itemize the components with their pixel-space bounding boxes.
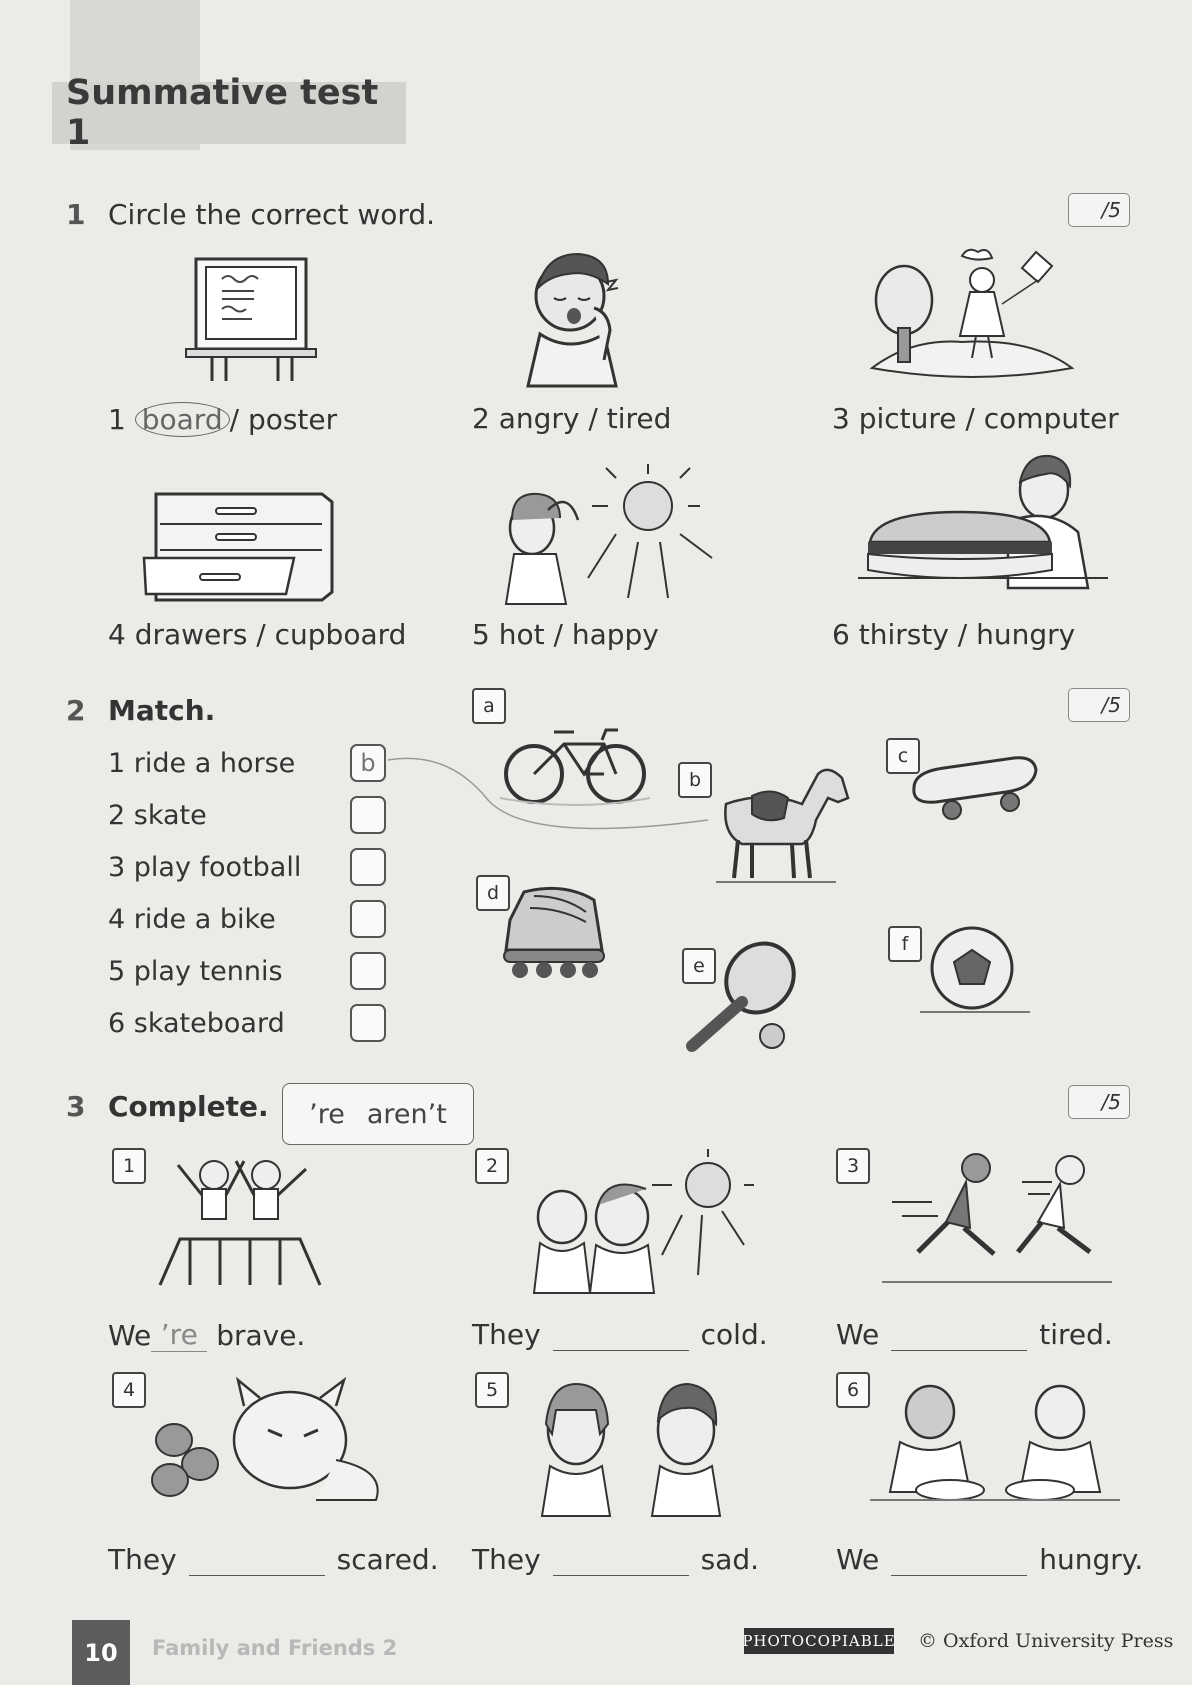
sentence-3: We tired. <box>836 1318 1113 1351</box>
horse-icon <box>712 760 852 890</box>
sentence-6: We hungry. <box>836 1543 1144 1576</box>
item-1-2-caption: 2 angry / tired <box>472 402 672 435</box>
answer-box-3[interactable] <box>350 848 386 886</box>
answer-box-5[interactable] <box>350 952 386 990</box>
book-title: Family and Friends 2 <box>152 1636 398 1660</box>
page-title: Summative test 1 <box>66 73 379 153</box>
copyright: © Oxford University Press <box>918 1630 1174 1652</box>
item-1-5-caption: 5 hot / happy <box>472 618 659 651</box>
football-icon <box>920 920 1030 1020</box>
sentence-6-blank[interactable] <box>891 1545 1027 1576</box>
picture-letter-b: b <box>678 762 712 798</box>
match-item-4: 4 ride a bike <box>108 904 276 935</box>
item-1-3-caption: 3 picture / computer <box>832 402 1119 435</box>
match-item-1: 1 ride a horse <box>108 748 296 779</box>
item-1-1-caption: 1 board / poster <box>108 403 338 436</box>
answer-box-2[interactable] <box>350 796 386 834</box>
picture-letter-a: a <box>472 688 506 724</box>
sentence-5-blank[interactable] <box>553 1545 689 1576</box>
running-kids-icon <box>882 1142 1122 1292</box>
mice-cat-icon <box>140 1370 390 1510</box>
section-3-number: 3 <box>66 1090 86 1123</box>
answer-box-4[interactable] <box>350 900 386 938</box>
picture-letter-f: f <box>888 926 922 962</box>
section-1-number: 1 <box>66 198 86 231</box>
complete-number-1: 1 <box>112 1148 146 1184</box>
item-1-4-caption: 4 drawers / cupboard <box>108 618 407 651</box>
answer-box-6[interactable] <box>350 1004 386 1042</box>
picture-drawing-icon <box>852 238 1082 388</box>
sentence-1-answer[interactable]: ’re <box>151 1318 207 1352</box>
sentence-3-blank[interactable] <box>891 1320 1027 1351</box>
roller-skates-icon <box>500 882 610 982</box>
section-3-score-box[interactable]: /5 <box>1068 1085 1130 1119</box>
smiling-girls-icon <box>526 1380 736 1520</box>
sentence-4: They scared. <box>108 1543 439 1576</box>
section-2-instruction: Match. <box>108 694 216 727</box>
sentence-1: We ’re brave. <box>108 1318 306 1352</box>
tired-boy-icon <box>520 248 640 388</box>
hot-kids-icon <box>522 1145 762 1295</box>
complete-number-3: 3 <box>836 1148 870 1184</box>
section-3-instruction: Complete. <box>108 1090 269 1123</box>
match-item-5: 5 play tennis <box>108 956 283 987</box>
section-1-instruction: Circle the correct word. <box>108 198 436 231</box>
word-bank <box>282 1083 474 1145</box>
hungry-boy-sandwich-icon <box>858 452 1118 602</box>
title-bar <box>52 73 406 153</box>
word-bank-word-2: aren’t <box>366 1098 447 1130</box>
sentence-2: They cold. <box>472 1318 768 1351</box>
drawers-icon <box>140 488 350 608</box>
match-item-3: 3 play football <box>108 852 302 883</box>
complete-number-5: 5 <box>475 1372 509 1408</box>
sentence-4-blank[interactable] <box>189 1545 325 1576</box>
answer-box-1[interactable]: b <box>350 744 386 782</box>
item-1-6-caption: 6 thirsty / hungry <box>832 618 1076 651</box>
sentence-2-blank[interactable] <box>553 1320 689 1351</box>
hot-girl-icon <box>488 458 718 608</box>
skateboard-icon <box>908 748 1038 828</box>
match-item-2: 2 skate <box>108 800 207 831</box>
tennis-racket-icon <box>676 936 806 1056</box>
circled-answer[interactable]: board <box>135 402 230 437</box>
picture-letter-d: d <box>476 875 510 911</box>
picture-letter-c: c <box>886 738 920 774</box>
section-2-number: 2 <box>66 694 86 727</box>
complete-number-2: 2 <box>475 1148 509 1184</box>
bike-icon <box>500 718 650 808</box>
match-item-6: 6 skateboard <box>108 1008 285 1039</box>
complete-number-6: 6 <box>836 1372 870 1408</box>
word-bank-word-1: ’re <box>309 1098 345 1130</box>
section-1-score-box[interactable]: /5 <box>1068 193 1130 227</box>
section-2-score-box[interactable]: /5 <box>1068 688 1130 722</box>
board-icon <box>182 255 322 385</box>
picture-letter-e: e <box>682 948 716 984</box>
page-number: 10 <box>72 1620 130 1685</box>
sentence-5: They sad. <box>472 1543 760 1576</box>
brave-kids-icon <box>150 1145 330 1295</box>
eating-kids-icon <box>870 1372 1130 1512</box>
photocopiable-label: PHOTOCOPIABLE <box>744 1628 894 1654</box>
complete-number-4: 4 <box>112 1372 146 1408</box>
